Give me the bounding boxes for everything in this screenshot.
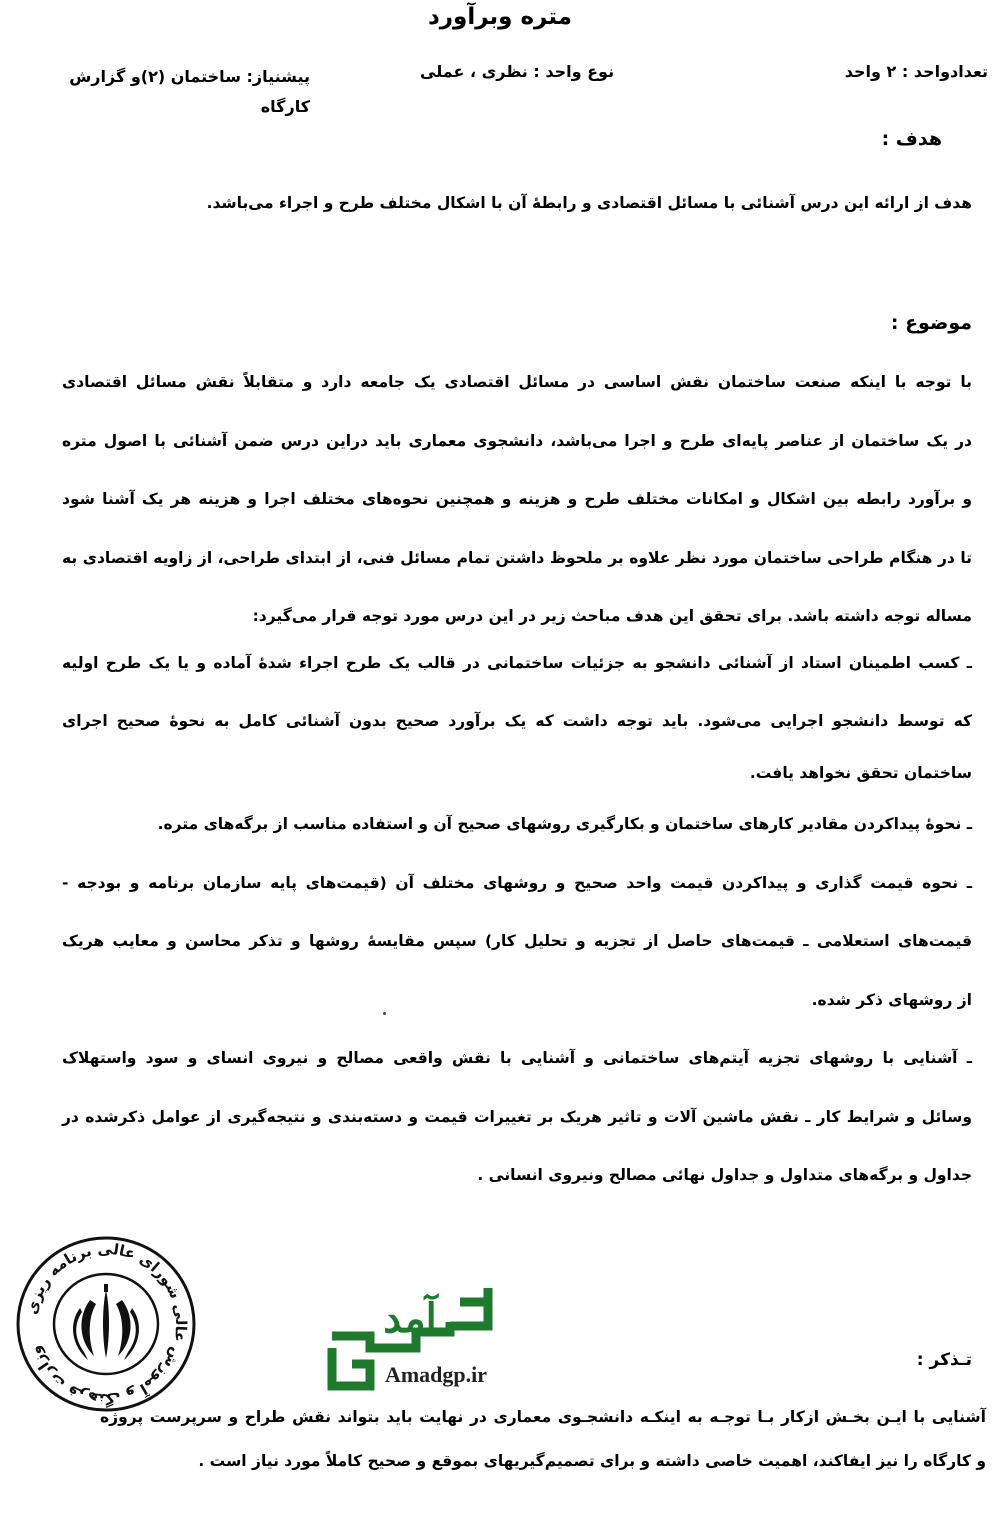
goal-text: هدف از ارائه این درس آشنائی با مسائل اقتصادی و رابطهٔ آن با اشکال مختلف طرح و اجراء می‌باشد. — [206, 194, 972, 212]
topic-line: ـ کسب اطمینان استاد از آشنائی دانشجو به جزئیات ساختمانی در قالب یک طرح اجراء شدهٔ آماده و یا یک طرح اولیه — [62, 653, 972, 672]
topic-line: با توجه با اینکه صنعت ساختمان نقش اساسی در مسائل اقتصادی یک جامعه دارد و متقابلاً نقش مسائل اقتصادی — [62, 373, 972, 391]
topic-lines — [62, 368, 972, 1191]
topic-line: در یک ساختمان از عناصر پایه‌ای طرح و اجرا می‌باشد، دانشجوی معماری باید دراین درس ضمن آشنائی با اصول متره — [62, 431, 972, 450]
goal-heading: هدف : — [881, 128, 942, 150]
topic-body — [62, 368, 972, 1220]
amad-logo — [326, 1282, 526, 1392]
topic-line: مساله توجه داشته باشد. برای تحقق این هدف مباحث زیر در این درس مورد توجه قرار می‌گیرد: — [252, 607, 972, 625]
note-heading: تـذکر : — [916, 1350, 972, 1370]
topic-line: ـ نحوهٔ پیداکردن مقادیر کارهای ساختمان و بکارگیری روشهای صحیح آن و استفاده مناسب از برگه‌های متره. — [157, 815, 972, 833]
note-line: و کارگاه را نیز ایفاکند، اهمیت خاصی داشته و برای تصمیم‌گیریهای بموقع و صحیح کاملاً مورد نیاز است . — [198, 1452, 986, 1470]
topic-line: جداول و برگه‌های متداول و جداول نهائی مصالح ونیروی انسانی . — [477, 1166, 972, 1184]
prerequisite: پیشنیاز: ساختمان (۲)و گزارش کارگاه — [69, 67, 310, 116]
scan-speck — [383, 1012, 386, 1015]
topic-line: ساختمان تحقق نخواهد یافت. — [749, 763, 972, 782]
topic-line: ـ آشنایی با روشهای تجزیه آیتم‌های ساختمانی و آشنایی با نقش واقعی مصالح و نیروی انسای و سود واستهلاک — [62, 1049, 972, 1067]
topic-heading: موضوع : — [890, 312, 972, 334]
unit-type: نوع واحد : نظری ، عملی — [420, 62, 615, 81]
topic-line: تا در هنگام طراحی ساختمان مورد نظر علاوه بر ملحوظ داشتن تمام مسائل فنی، از ابتدای طراحی، از زاویه اقتصادی به — [62, 548, 972, 567]
logo-site: Amadgp.ir — [384, 1362, 488, 1387]
topic-line: از روشهای ذکر شده. — [811, 990, 972, 1009]
topic-line: ـ نحوه قیمت گذاری و پیداکردن قیمت واحد صحیح و روشهای مختلف آن (قیمت‌های پایه سازمان برنامه و بودجه - — [62, 873, 972, 892]
emblem-icon — [73, 1284, 139, 1360]
note-line: آشنایی با ایـن بخـش ازکار بـا توجـه به اینکـه دانشجـوی معماری در نهایت باید بتواند نقش طراح و سرپرست پروژه — [100, 1408, 986, 1426]
official-seal-icon — [10, 1228, 202, 1420]
units-count: تعدادواحد : ۲ واحد — [844, 62, 988, 81]
topic-line: قیمت‌های استعلامی ـ قیمت‌های حاصل از تجزیه و تحلیل کار) سپس مقایسهٔ روشها و تذکر محاسن و معایب هریک — [62, 932, 972, 950]
topic-line: و برآورد رابطه بین اشکال و امکانات مختلف طرح و هزینه و همچنین نحوه‌های مختلف اجرا و هزینه هر یک آشنا شود — [62, 490, 972, 508]
topic-line: وسائل و شرایط کار ـ نقش ماشین آلات و تاثیر هریک بر تغییرات قیمت و دسته‌بندی و نتیجه‌گیری از عوامل ذکرشده در — [62, 1107, 972, 1126]
note-body — [100, 1408, 986, 1496]
topic-line: که توسط دانشجو اجرایی می‌شود. باید توجه داشت که یک برآورد صحیح بدون آشنائی کامل به نحوهٔ صحیح اجرای — [62, 712, 972, 730]
logo-word: آمد — [383, 1295, 437, 1342]
document-title: متره وبرآورد — [428, 4, 572, 30]
seal-text: وزارت فرهنگ و آموزش عالی شورای عالی برنامه ریزی — [22, 1239, 191, 1409]
